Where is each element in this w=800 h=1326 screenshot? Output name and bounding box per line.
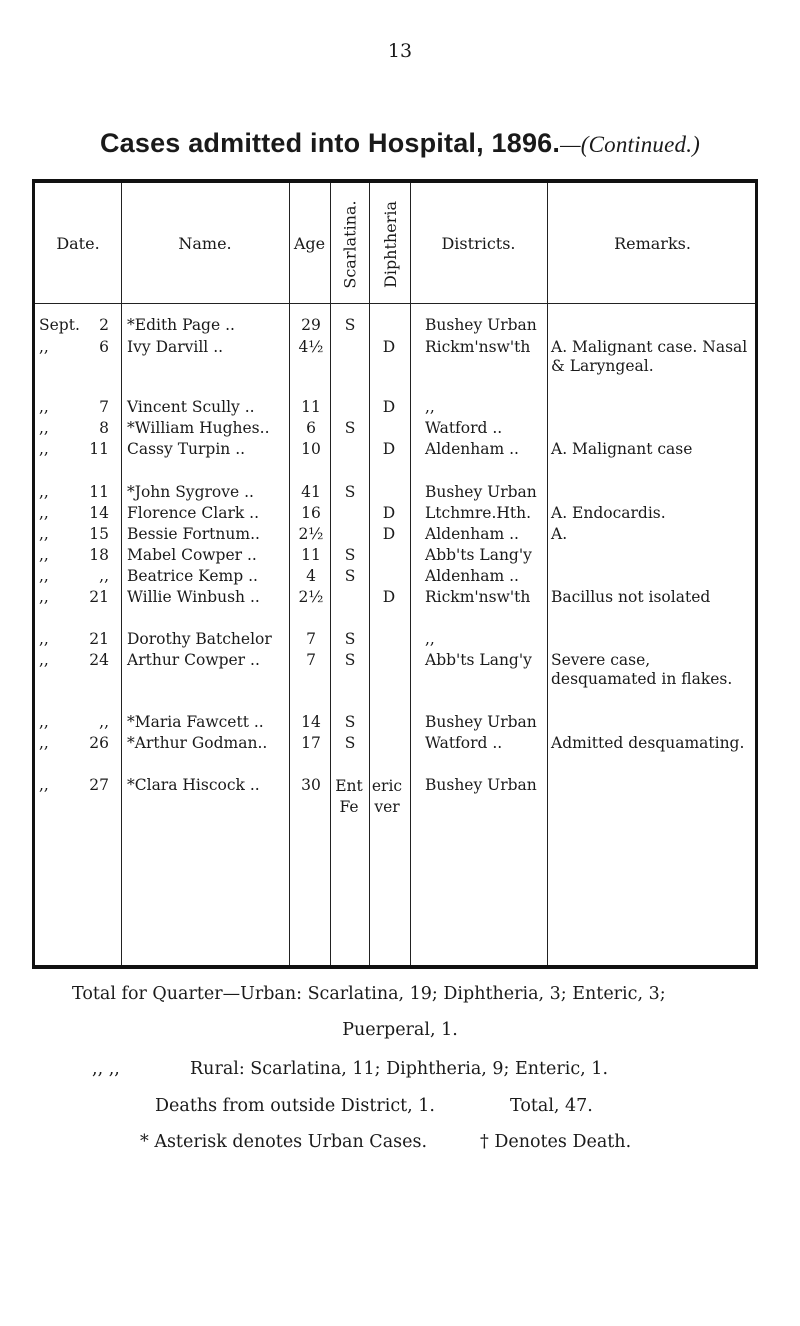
row-age: 17: [301, 734, 321, 752]
row-age: 41: [301, 483, 321, 501]
row-scarlatina: S: [344, 419, 356, 437]
row-remarks: Severe case, desquamated in flakes.: [551, 651, 733, 688]
row-name: *William Hughes..: [127, 419, 270, 437]
header-name: Name.: [178, 233, 232, 253]
row-day: 8: [99, 419, 109, 437]
row-name: Ivy Darvill ..: [127, 338, 224, 356]
row-month: Sept.: [39, 316, 80, 334]
row-age: 11: [301, 546, 321, 564]
row-remarks: A. Malignant case: [551, 440, 693, 458]
footer-grand-total: Total, 47.: [510, 1096, 593, 1116]
row-month: ,,: [39, 398, 49, 416]
row-age: 10: [301, 440, 321, 458]
row-remarks: Bacillus not isolated: [551, 588, 711, 606]
row-scarlatina: S: [344, 630, 356, 648]
row-name: Mabel Cowper ..: [127, 546, 257, 564]
row-month: ,,: [39, 546, 49, 564]
row-remarks: A.: [551, 525, 568, 543]
row-name: *Clara Hiscock ..: [127, 776, 260, 794]
row-day: 21: [89, 588, 109, 606]
row-month: ,,: [39, 588, 49, 606]
header-date: Date.: [56, 233, 100, 253]
row-age: 4½: [298, 338, 324, 356]
row-district: Aldenham ..: [425, 567, 519, 585]
row-diphtheria: D: [382, 338, 396, 356]
row-month: ,,: [39, 630, 49, 648]
footer-outside-deaths: Deaths from outside District, 1.: [155, 1096, 435, 1116]
header-remarks: Remarks.: [614, 233, 691, 253]
row-district: Bushey Urban: [425, 316, 537, 334]
row-month: ,,: [39, 713, 49, 731]
row-month: ,,: [39, 651, 49, 669]
row-diphtheria: eric ver: [371, 777, 403, 816]
row-scarlatina: S: [344, 713, 356, 731]
row-name: *Arthur Godman..: [127, 734, 268, 752]
footer-death-note: † Denotes Death.: [480, 1132, 632, 1152]
row-name: *Maria Fawcett ..: [127, 713, 264, 731]
footer-rural-totals: Rural: Scarlatina, 11; Diphtheria, 9; Enteric, 1.: [190, 1059, 609, 1079]
row-district: ,,: [425, 630, 435, 648]
row-scarlatina: S: [344, 483, 356, 501]
page-title: [0, 128, 800, 159]
row-district: Aldenham ..: [425, 525, 519, 543]
row-district: Watford ..: [425, 734, 503, 752]
row-name: Cassy Turpin ..: [127, 440, 246, 458]
row-month: ,,: [39, 440, 49, 458]
header-divider: [35, 303, 755, 304]
row-month: ,,: [39, 567, 49, 585]
row-day: 7: [99, 398, 109, 416]
row-day: 21: [89, 630, 109, 648]
row-district: Abb'ts Lang'y: [425, 546, 532, 564]
row-name: Willie Winbush ..: [127, 588, 260, 606]
header-age: Age: [293, 233, 326, 253]
row-age: 11: [301, 398, 321, 416]
row-age: 2½: [298, 525, 324, 543]
row-diphtheria: D: [382, 504, 396, 522]
row-scarlatina: S: [344, 734, 356, 752]
header-diphtheria: [371, 189, 409, 299]
admissions-table: [32, 179, 758, 969]
row-age: 2½: [298, 588, 324, 606]
row-district: Watford ..: [425, 419, 503, 437]
row-name: Arthur Cowper ..: [127, 651, 260, 669]
footer-asterisk-note: * Asterisk denotes Urban Cases.: [140, 1132, 428, 1152]
row-name: Dorothy Batchelor: [127, 630, 272, 648]
row-name: *John Sygrove ..: [127, 483, 254, 501]
header-scarlatina: [331, 189, 369, 299]
row-month: ,,: [39, 776, 49, 794]
title-main: Cases admitted into Hospital, 1896.: [99, 128, 561, 158]
row-district: Bushey Urban: [425, 483, 537, 501]
row-remarks: A. Malignant case. Nasal & Laryngeal.: [551, 338, 748, 375]
row-age: 7: [306, 630, 316, 648]
header-diphtheria-text: Diphtheria: [380, 200, 400, 288]
row-age: 16: [301, 504, 321, 522]
row-district: ,,: [425, 398, 435, 416]
row-month: ,,: [39, 483, 49, 501]
row-scarlatina: S: [344, 316, 356, 334]
row-month: ,,: [39, 338, 49, 356]
page-number: 13: [387, 40, 413, 62]
row-diphtheria: D: [382, 440, 396, 458]
row-month: ,,: [39, 504, 49, 522]
row-age: 30: [301, 776, 321, 794]
header-scarlatina-text: Scarlatina.: [340, 199, 360, 289]
row-district: Bushey Urban: [425, 713, 537, 731]
row-scarlatina: S: [344, 651, 356, 669]
row-diphtheria: D: [382, 525, 396, 543]
col-divider: [369, 183, 370, 965]
footer-puerperal: Puerperal, 1.: [342, 1020, 458, 1040]
footer-urban-totals: Total for Quarter—Urban: Scarlatina, 19; Diphtheria, 3; Enteric, 3;: [72, 984, 666, 1004]
row-scarlatina: S: [344, 567, 356, 585]
row-day: ,,: [99, 567, 109, 585]
row-scarlatina: Ent Fe: [335, 777, 363, 816]
row-district: Ltchmre.Hth.: [425, 504, 532, 522]
row-day: 27: [89, 776, 109, 794]
row-age: 14: [301, 713, 321, 731]
row-name: Beatrice Kemp ..: [127, 567, 258, 585]
row-name: Florence Clark ..: [127, 504, 260, 522]
row-day: 26: [89, 734, 109, 752]
footer-ditto-marks: ,, ,,: [92, 1059, 120, 1079]
row-district: Abb'ts Lang'y: [425, 651, 532, 669]
row-district: Rickm'nsw'th: [425, 588, 531, 606]
row-day: 11: [89, 483, 109, 501]
row-day: 14: [89, 504, 109, 522]
title-continued: —(Continued.): [560, 132, 701, 157]
row-month: ,,: [39, 419, 49, 437]
row-day: 2: [99, 316, 109, 334]
row-name: Bessie Fortnum..: [127, 525, 260, 543]
row-remarks: A. Endocardis.: [551, 504, 666, 522]
row-diphtheria: D: [382, 588, 396, 606]
row-district: Rickm'nsw'th: [425, 338, 531, 356]
row-day: 11: [89, 440, 109, 458]
row-diphtheria: D: [382, 398, 396, 416]
row-age: 7: [306, 651, 316, 669]
header-districts: Districts.: [441, 233, 516, 253]
row-day: 24: [89, 651, 109, 669]
row-age: 29: [301, 316, 321, 334]
row-scarlatina: S: [344, 546, 356, 564]
row-remarks: Admitted desquamating.: [551, 734, 745, 752]
row-name: Vincent Scully ..: [127, 398, 255, 416]
row-age: 4: [306, 567, 316, 585]
row-month: ,,: [39, 525, 49, 543]
row-day: ,,: [99, 713, 109, 731]
row-name: *Edith Page ..: [127, 316, 235, 334]
row-month: ,,: [39, 734, 49, 752]
row-day: 6: [99, 338, 109, 356]
row-district: Bushey Urban: [425, 776, 537, 794]
row-age: 6: [306, 419, 316, 437]
row-district: Aldenham ..: [425, 440, 519, 458]
row-day: 15: [89, 525, 109, 543]
row-day: 18: [89, 546, 109, 564]
